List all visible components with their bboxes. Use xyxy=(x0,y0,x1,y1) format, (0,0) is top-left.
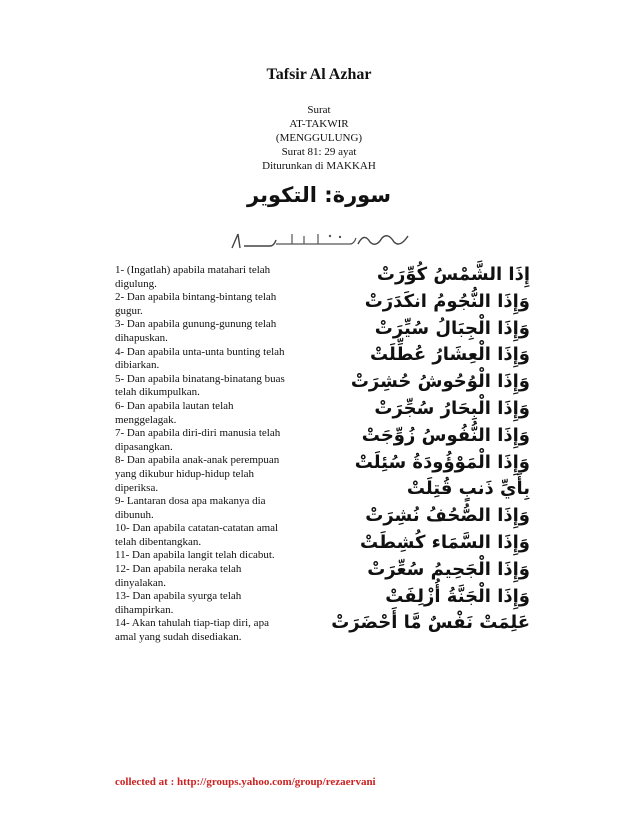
translation-item: 3- Dan apabila gunung-gunung telah dihapuskan. xyxy=(115,318,277,344)
arabic-verse: وَإِذَا الْجَنَّةُ أُزْلِفَتْ xyxy=(385,585,530,607)
arabic-verse: وَإِذَا الْبِحَارُ سُجِّرَتْ xyxy=(374,397,530,419)
basmala-calligraphy xyxy=(230,228,410,252)
footer-source-note: collected at : http://groups.yahoo.com/group/rezaervani xyxy=(115,776,376,788)
surah-arabic-heading: سورة: التكوير xyxy=(247,183,391,207)
arabic-verse: وَإِذَا النُّجُومُ انكَدَرَتْ xyxy=(364,290,530,312)
info-line: Surat xyxy=(307,104,331,116)
translation-item: 8- Dan apabila anak-anak perempuan yang dikubur hidup-hidup telah diperiksa. xyxy=(115,454,280,494)
arabic-verse: وَإِذَا السَّمَاء كُشِطَتْ xyxy=(360,531,530,553)
translation-item: 6- Dan apabila lautan telah menggelagak. xyxy=(115,399,234,426)
info-line: Diturunkan di MAKKAH xyxy=(262,160,376,172)
arabic-verse: عَلِمَتْ نَفْسٌ مَّا أَحْضَرَتْ xyxy=(331,612,530,634)
translation-item: 14- Akan tahulah tiap-tiap diri, apa amal yang sudah disediakan. xyxy=(115,617,269,644)
translation-item: 1- (Ingatlah) apabila matahari telah digulung. xyxy=(115,264,271,290)
arabic-verse: وَإِذَا الْجَحِيمُ سُعِّرَتْ xyxy=(367,558,530,580)
surah-info xyxy=(0,103,638,173)
arabic-verse: وَإِذَا الْجِبَالُ سُيِّرَتْ xyxy=(374,317,530,339)
translation-item: 12- Dan apabila neraka telah dinyalakan. xyxy=(115,563,242,589)
document-title: Tafsir Al Azhar xyxy=(266,66,372,83)
arabic-verse: إِذَا الشَّمْسُ كُوِّرَتْ xyxy=(376,264,530,285)
translation-item: 7- Dan apabila diri-diri manusia telah dipasangkan. xyxy=(115,427,281,453)
arabic-verse: وَإِذَا الْعِشَارُ عُطِّلَتْ xyxy=(369,344,530,366)
arabic-verse-list xyxy=(210,262,530,637)
info-line: (MENGGULUNG) xyxy=(275,132,363,144)
translation-item: 2- Dan apabila bintang-bintang telah gugur. xyxy=(115,291,277,317)
arabic-verse: وَإِذَا الصُّحُفُ نُشِرَتْ xyxy=(365,505,530,527)
translation-item: 13- Dan apabila syurga telah dihampirkan. xyxy=(115,590,242,616)
translation-item: 5- Dan apabila binatang-binatang buas telah dikumpulkan. xyxy=(115,372,285,399)
info-line: Surat 81: 29 ayat xyxy=(281,146,357,158)
info-line: AT-TAKWIR xyxy=(289,118,349,130)
translation-item: 9- Lantaran dosa apa makanya dia dibunuh. xyxy=(115,495,266,521)
arabic-verse: وَإِذَا النُّفُوسُ زُوِّجَتْ xyxy=(361,424,530,446)
arabic-verse: وَإِذَا الْمَوْؤُودَةُ سُئِلَتْ xyxy=(354,451,530,473)
translation-item: 10- Dan apabila catatan-catatan amal telah dibentangkan. xyxy=(115,522,279,548)
arabic-verse: وَإِذَا الْوُحُوشُ حُشِرَتْ xyxy=(350,371,530,393)
arabic-verse: بِأَيِّ ذَنبٍ قُتِلَتْ xyxy=(406,478,530,500)
translation-item: 11- Dan apabila langit telah dicabut. xyxy=(115,549,275,562)
translation-item: 4- Dan apabila unta-unta bunting telah dibiarkan. xyxy=(115,345,285,372)
